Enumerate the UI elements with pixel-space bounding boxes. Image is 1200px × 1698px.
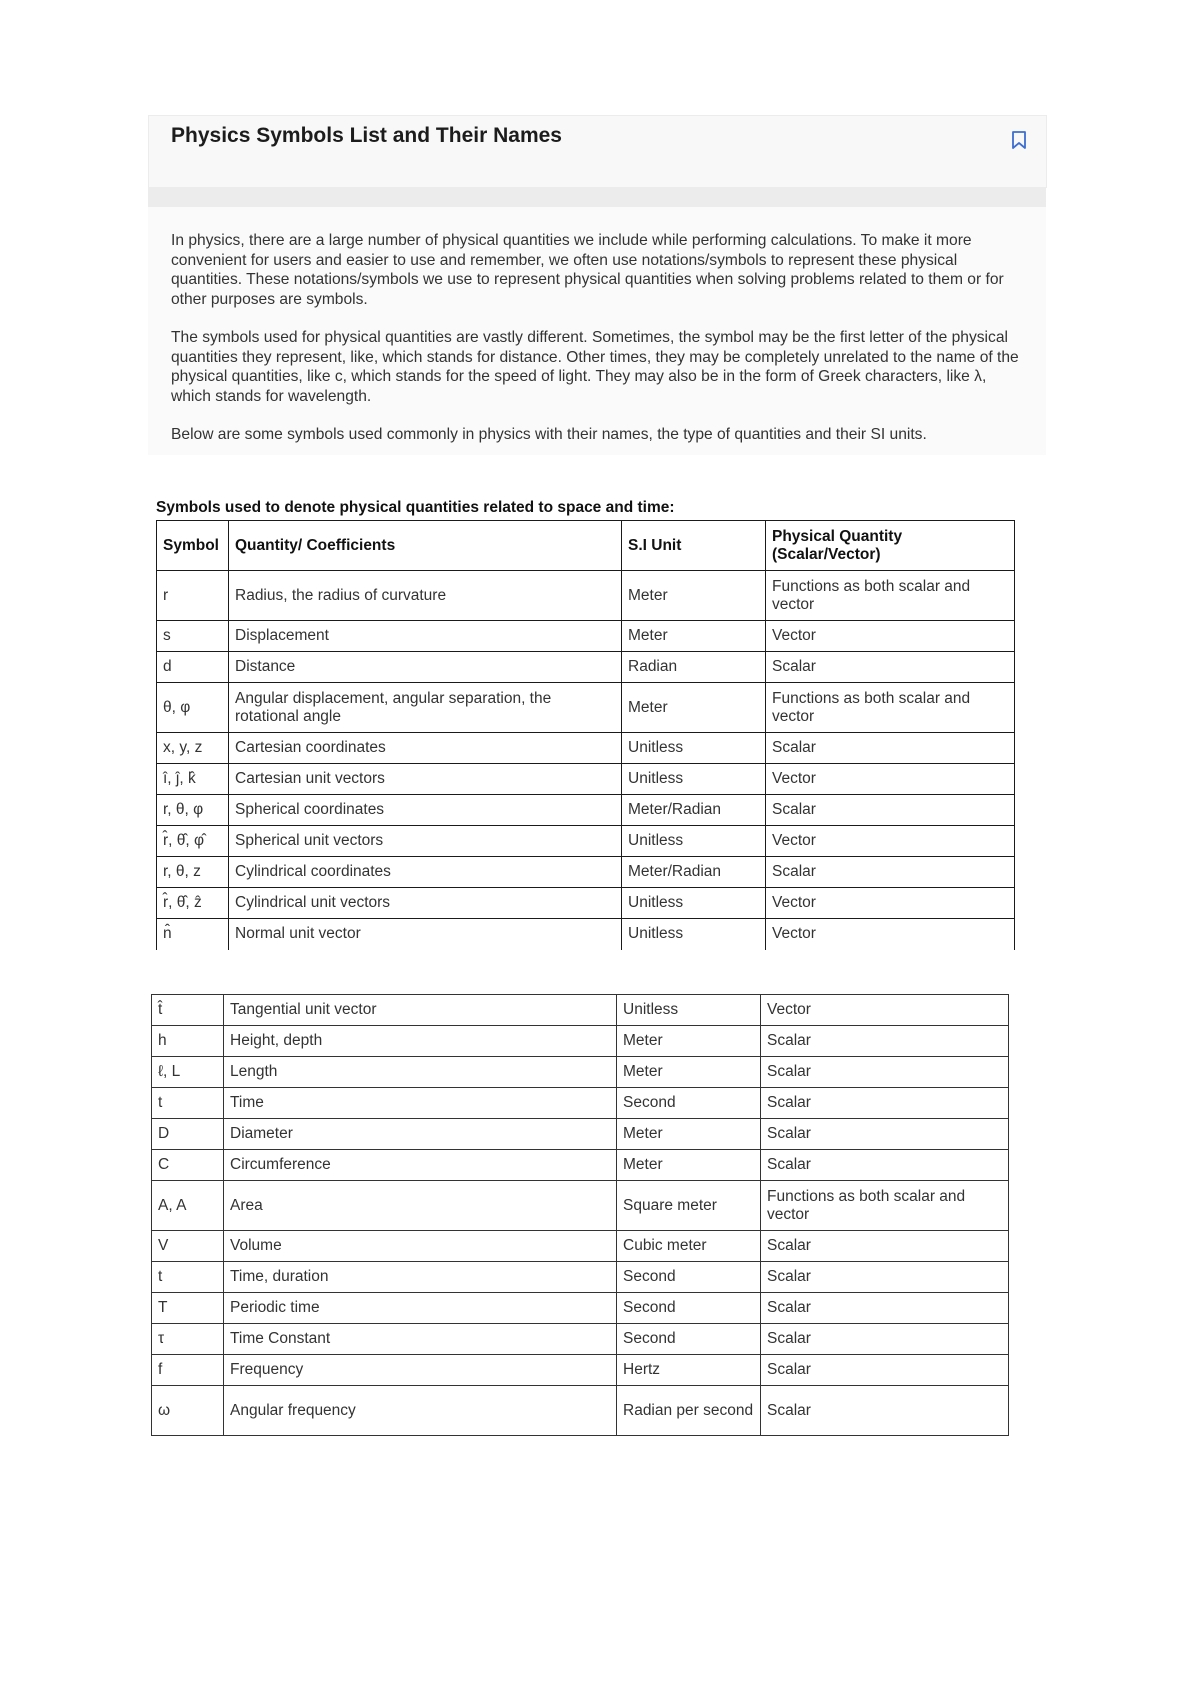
symbol-cell: r̂, θ̂, φ̂ [157,826,229,857]
symbol-cell: V [152,1231,224,1262]
symbol-cell: A, A [152,1181,224,1231]
quantity-cell: Diameter [224,1119,617,1150]
table-row [152,1150,1009,1181]
column-header-quantity: Quantity/ Coefficients [229,521,622,571]
table-row [157,621,1015,652]
physical-quantity-cell: Functions as both scalar and vector [761,1181,1009,1231]
physical-quantity-cell: Vector [766,826,1015,857]
physical-quantity-cell: Scalar [761,1386,1009,1436]
divider-band [148,187,1046,207]
physical-quantity-cell: Scalar [761,1150,1009,1181]
table-row [152,995,1009,1026]
table-row [157,652,1015,683]
quantity-cell: Angular displacement, angular separation, the rotational angle [229,683,622,733]
symbol-cell: r, θ, φ [157,795,229,826]
quantity-cell: Radius, the radius of curvature [229,571,622,621]
physical-quantity-cell: Scalar [766,652,1015,683]
table-row [152,1386,1009,1436]
table-row [152,1026,1009,1057]
quantity-cell: Time [224,1088,617,1119]
physical-quantity-cell: Functions as both scalar and vector [766,683,1015,733]
si-unit-cell: Meter [622,621,766,652]
si-unit-cell: Radian [622,652,766,683]
si-unit-cell: Unitless [622,919,766,950]
table-heading: Symbols used to denote physical quantities related to space and time: [156,499,675,516]
physical-quantity-cell: Scalar [761,1293,1009,1324]
quantity-cell: Angular frequency [224,1386,617,1436]
physical-quantity-cell: Scalar [766,733,1015,764]
quantity-cell: Tangential unit vector [224,995,617,1026]
symbol-cell: T [152,1293,224,1324]
header-card [148,115,1047,188]
symbol-cell: θ, φ [157,683,229,733]
table-1-body [157,571,1015,950]
si-unit-cell: Second [617,1088,761,1119]
si-unit-cell: Unitless [622,888,766,919]
table-row [152,1262,1009,1293]
table-header-row [157,521,1015,571]
si-unit-cell: Second [617,1262,761,1293]
physical-quantity-cell: Vector [766,919,1015,950]
column-header-physical-quantity: Physical Quantity (Scalar/Vector) [766,521,1015,571]
physical-quantity-cell: Functions as both scalar and vector [766,571,1015,621]
table-row [157,571,1015,621]
symbol-cell: n̂ [157,919,229,950]
quantity-cell: Volume [224,1231,617,1262]
symbol-cell: t [152,1262,224,1293]
table-row [152,1355,1009,1386]
si-unit-cell: Second [617,1293,761,1324]
table-2-body [152,995,1009,1436]
physical-quantity-cell: Scalar [766,795,1015,826]
symbol-cell: ω [152,1386,224,1436]
si-unit-cell: Meter/Radian [622,795,766,826]
physical-quantity-cell: Vector [766,621,1015,652]
symbol-cell: r̂, θ̂, ẑ [157,888,229,919]
si-unit-cell: Meter [622,683,766,733]
table-row [157,888,1015,919]
quantity-cell: Normal unit vector [229,919,622,950]
quantity-cell: Frequency [224,1355,617,1386]
physical-quantity-cell: Vector [761,995,1009,1026]
si-unit-cell: Unitless [622,826,766,857]
table-row [157,764,1015,795]
symbol-cell: s [157,621,229,652]
intro-paragraph-3: Below are some symbols used commonly in physics with their names, the type of quantities and their SI units. [171,426,927,443]
symbol-cell: t̂ [152,995,224,1026]
quantity-cell: Spherical unit vectors [229,826,622,857]
table-row [152,1231,1009,1262]
symbol-cell: x, y, z [157,733,229,764]
table-row [152,1088,1009,1119]
table-row [157,826,1015,857]
quantity-cell: Cylindrical coordinates [229,857,622,888]
intro-paragraph-2: The symbols used for physical quantities are vastly different. Sometimes, the symbol may be the first letter of the physical quantities they represent, like, which stands for distance. Other times, they may be completely unrelated to the name of the physical quantities, like c, which stands for the speed of light. They may also be in the form of Greek characters, like λ, which stands for wavelength. [171,329,1019,405]
table-row [157,919,1015,950]
page-title: Physics Symbols List and Their Names [171,124,562,147]
si-unit-cell: Unitless [622,733,766,764]
symbol-cell: r [157,571,229,621]
table-row [152,1293,1009,1324]
symbols-table-1 [156,520,1015,950]
intro-section [148,207,1046,455]
quantity-cell: Cylindrical unit vectors [229,888,622,919]
symbol-cell: τ [152,1324,224,1355]
column-header-si-unit: S.I Unit [622,521,766,571]
si-unit-cell: Second [617,1324,761,1355]
physical-quantity-cell: Vector [766,888,1015,919]
si-unit-cell: Meter [617,1026,761,1057]
quantity-cell: Cartesian unit vectors [229,764,622,795]
physical-quantity-cell: Scalar [761,1324,1009,1355]
column-header-symbol: Symbol [157,521,229,571]
symbol-cell: ℓ, L [152,1057,224,1088]
quantity-cell: Periodic time [224,1293,617,1324]
symbol-cell: t [152,1088,224,1119]
si-unit-cell: Unitless [622,764,766,795]
quantity-cell: Height, depth [224,1026,617,1057]
symbol-cell: C [152,1150,224,1181]
quantity-cell: Circumference [224,1150,617,1181]
quantity-cell: Area [224,1181,617,1231]
symbol-cell: D [152,1119,224,1150]
symbols-table-2 [151,994,1009,1436]
physical-quantity-cell: Scalar [761,1355,1009,1386]
bookmark-icon[interactable] [1010,130,1028,150]
physical-quantity-cell: Scalar [761,1088,1009,1119]
table-row [157,795,1015,826]
si-unit-cell: Hertz [617,1355,761,1386]
si-unit-cell: Radian per second [617,1386,761,1436]
quantity-cell: Time Constant [224,1324,617,1355]
table-row [152,1057,1009,1088]
quantity-cell: Displacement [229,621,622,652]
si-unit-cell: Meter/Radian [622,857,766,888]
si-unit-cell: Meter [617,1057,761,1088]
si-unit-cell: Meter [617,1119,761,1150]
table-row [152,1181,1009,1231]
si-unit-cell: Meter [617,1150,761,1181]
physical-quantity-cell: Scalar [766,857,1015,888]
symbol-cell: r, θ, z [157,857,229,888]
quantity-cell: Spherical coordinates [229,795,622,826]
si-unit-cell: Cubic meter [617,1231,761,1262]
si-unit-cell: Meter [622,571,766,621]
intro-paragraph-1: In physics, there are a large number of physical quantities we include while performing calculations. To make it more convenient for users and easier to use and remember, we often use notations/symbols to represent these physical quantities. These notations/symbols we use to represent physical quantities when solving problems related to them or for other purposes are symbols. [171,232,1004,308]
symbol-cell: d [157,652,229,683]
physical-quantity-cell: Scalar [761,1231,1009,1262]
quantity-cell: Cartesian coordinates [229,733,622,764]
table-row [152,1324,1009,1355]
physical-quantity-cell: Scalar [761,1262,1009,1293]
table-row [152,1119,1009,1150]
quantity-cell: Length [224,1057,617,1088]
si-unit-cell: Square meter [617,1181,761,1231]
symbol-cell: h [152,1026,224,1057]
physical-quantity-cell: Vector [766,764,1015,795]
quantity-cell: Distance [229,652,622,683]
physical-quantity-cell: Scalar [761,1026,1009,1057]
physical-quantity-cell: Scalar [761,1057,1009,1088]
table-row [157,857,1015,888]
table-row [157,733,1015,764]
table-row [157,683,1015,733]
physical-quantity-cell: Scalar [761,1119,1009,1150]
si-unit-cell: Unitless [617,995,761,1026]
symbol-cell: f [152,1355,224,1386]
symbol-cell: î, ĵ, k̂ [157,764,229,795]
quantity-cell: Time, duration [224,1262,617,1293]
